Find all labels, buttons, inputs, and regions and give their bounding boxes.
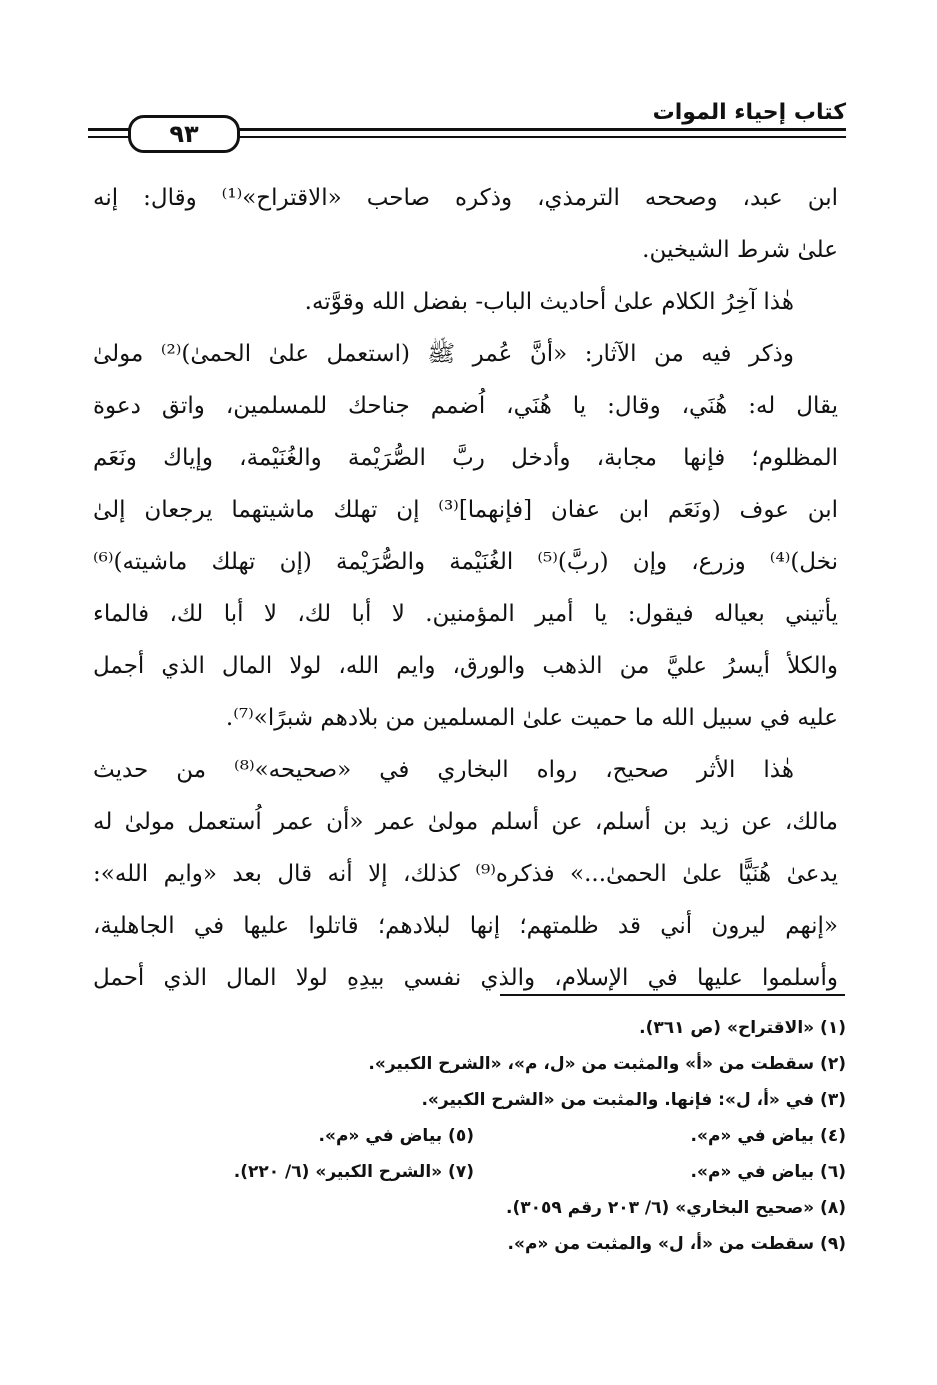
footnote-row-4-5 [93,1118,846,1154]
text-line: وأسلموا عليها في الإسلام، والذي نفسي بيدِهِ لولا المال الذي أحمل [93,965,838,991]
footnote-3: (٣) في «أ، ل»: فإنها. والمثبت من «الشرح الكبير». [421,1090,846,1110]
text-line: هٰذا الأثر صحيح، رواه البخاري في «صحيحه»⁽⁸⁾ من حديث [93,757,794,783]
text-line: يأتيني بعياله فيقول: يا أمير المؤمنين. لا أبا لك، لا أبا لك، فالماء [93,601,838,627]
page-number: ٩٣ [128,115,240,153]
footnote-8: (٨) «صحيح البخاري» (٦/ ٢٠٣ رقم ٣٠٥٩). [506,1198,846,1218]
text-line: نخل)⁽⁴⁾ وزرع، وإن (ربَّ)⁽⁵⁾ الغُنَيْمة والصُّرَيْمة (إن تهلك ماشيته)⁽⁶⁾ [93,549,838,575]
text-line: هٰذا آخِرُ الكلام علىٰ أحاديث الباب- بفضل الله وقوَّته. [304,289,794,315]
book-title: كتاب إحياء الموات [652,100,846,125]
text-line: والكلأ أيسرُ عليَّ من الذهب والورق، وايم الله، لولا المال الذي أجمل [93,653,838,679]
text-line: يقال له: هُنَي، وقال: يا هُنَي، اُضمم جناحك للمسلمين، واتق دعوة [93,393,838,419]
footnote-2: (٢) سقطت من «أ» والمثبت من «ل، م»، «الشرح الكبير». [368,1054,846,1074]
text-line: مالك، عن زيد بن أسلم، عن أسلم مولىٰ عمر «أن عمر اُستعمل مولىٰ له [93,809,838,835]
text-line: يدعىٰ هُنَيًّا علىٰ الحمىٰ...» فذكره⁽⁹⁾ كذلك، إلا أنه قال بعد «وايم الله»: [93,861,838,887]
text-line: «إنهم ليرون أني قد ظلمتهم؛ إنها لبلادهم؛ قاتلوا عليها في الجاهلية، [93,913,838,939]
text-line: وذكر فيه من الآثار: «أنَّ عُمر ﷺ (استعمل علىٰ الحمىٰ)⁽²⁾ مولىٰ [93,341,795,367]
footnote-separator [500,994,845,996]
footnote-4: (٤) بياض في «م». [690,1126,846,1146]
text-line: ابن عبد، وصححه الترمذي، وذكره صاحب «الاقتراح»⁽¹⁾ وقال: إنه [93,185,838,211]
text-line: عليه في سبيل الله ما حميت علىٰ المسلمين من بلادهم شبرًا»⁽⁷⁾. [225,705,838,731]
footnote-9: (٩) سقطت من «أ، ل» والمثبت من «م». [507,1234,846,1254]
footnote-5: (٥) بياض في «م». [318,1126,474,1146]
footnote-row-6-7 [93,1154,846,1190]
main-text [93,172,838,1004]
text-line: ابن عوف (ونَعَم ابن عفان [فإنهما]⁽³⁾ إن تهلك ماشيتهما يرجعان إلىٰ [93,497,838,523]
page-header [88,100,846,150]
text-line: علىٰ شرط الشيخين. [642,237,838,263]
footnote-6: (٦) بياض في «م». [690,1162,846,1182]
footnote-7: (٧) «الشرح الكبير» (٦/ ٢٢٠). [233,1162,474,1182]
text-line: المظلوم؛ فإنها مجابة، وأدخل ربَّ الصُّرَيْمة والغُنَيْمة، وإياك ونَعَم [93,445,838,471]
footnotes [93,1010,846,1262]
footnote-1: (١) «الاقتراح» (ص ٣٦١). [639,1018,846,1038]
